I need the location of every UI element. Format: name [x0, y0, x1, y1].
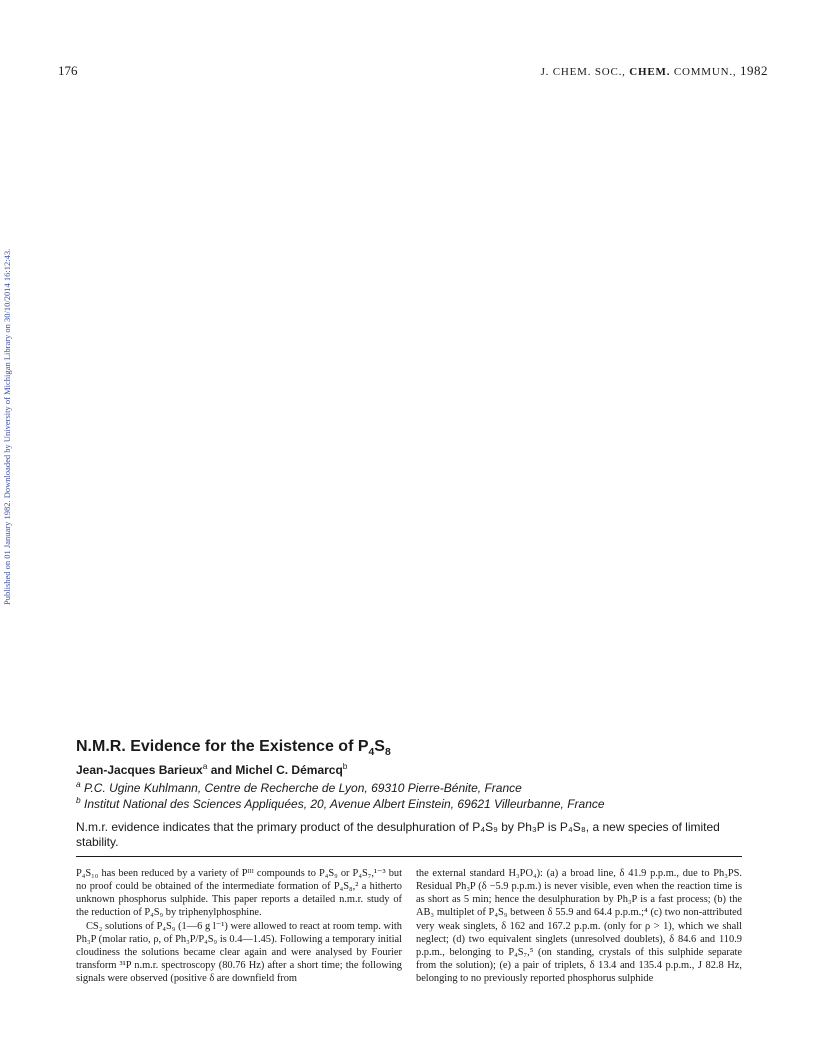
page-number: 176	[58, 63, 78, 78]
affiliation-a-text: P.C. Ugine Kuhlmann, Centre de Recherche de Lyon, 69310 Pierre-Bénite, France	[80, 781, 522, 795]
author-demarcq-affil-mark: b	[342, 761, 348, 771]
body-paragraph: P₄S₁₀ has been reduced by a variety of Pᴵᴵᴵ compounds to P₄S₉ or P₄S₇,¹⁻³ but no proof could be obtained of the intermediate formation of P₄S₈,² a hitherto unknown phosphorus sulphide. This paper reports a detailed n.m.r. study of the reduction of P₄S₉ by triphenylphosphine.	[76, 868, 402, 919]
author-separator: and	[207, 763, 236, 777]
journal-name-tail: COMMUN.,	[670, 66, 740, 78]
author-barieux: Jean-Jacques Barieux	[76, 763, 203, 777]
article-title	[76, 738, 391, 758]
author-demarcq: Michel C. Démarcq	[235, 763, 343, 777]
abstract-divider	[76, 856, 742, 857]
affiliation-b-text: Institut National des Sciences Appliquées, 20, Avenue Albert Einstein, 69621 Villeurbanne, France	[80, 797, 605, 811]
author-barieux-affil-mark: a	[202, 761, 208, 771]
body-column-right	[416, 867, 742, 985]
title-subscript-8: 8	[384, 747, 391, 759]
title-sulfur: S	[374, 738, 385, 755]
body-column-left	[76, 867, 402, 985]
title-text: N.M.R. Evidence for the Existence of P	[76, 738, 369, 755]
running-head	[541, 63, 768, 79]
journal-name: J. CHEM. SOC.,	[540, 66, 630, 78]
affiliation-a-mark: a	[76, 779, 81, 789]
affiliation-a	[76, 779, 522, 795]
affiliation-b	[76, 795, 605, 811]
abstract: N.m.r. evidence indicates that the primary product of the desulphuration of P₄S₉ by Ph₃P is P₄S₈, a new species of limited stability.	[76, 820, 720, 849]
body-paragraph: the external standard H₃PO₄): (a) a broad line, δ 41.9 p.p.m., due to Ph₃PS. Residual Ph₃P (δ −5.9 p.p.m.) is never visible, even when the reaction time is as short as 5 min; hence the desulphuration by Ph₃P is a fast process; (b) the AB₃ multiplet of P₄S₉ between δ 55.9 and 64.4 p.p.m.;⁴ (c) two non-attributed very weak singlets, δ 162 and 167.2 p.p.m. (only for ρ > 1), which we shall neglect; (d) two equivalent singlets (unresolved doublets), δ 84.6 and 110.9 p.p.m., belonging to P₄S₇,⁵ (on standing, crystals of this sulphide separate from the solution); (e) a pair of triplets, δ 13.4 and 135.4 p.p.m., J 82.8 Hz, belonging to no previously reported phosphorus sulphide	[416, 868, 742, 985]
body-paragraph: CS₂ solutions of P₄S₉ (1—6 g l⁻¹) were allowed to react at room temp. with Ph₃P (molar ratio, ρ, of Ph₃P/P₄S₉ is 0.4—1.45). Following a temporary initial cloudiness the solutions became clear again and were analysed by Fourier transform ³¹P n.m.r. spectroscopy (80.76 Hz) after a short time; the following signals were observed (positive δ are downfield from	[76, 920, 402, 985]
journal-year: 1982	[740, 63, 768, 78]
title-subscript-4: 4	[368, 747, 375, 759]
journal-name-bold: CHEM.	[629, 66, 671, 78]
affiliation-b-mark: b	[76, 795, 81, 805]
download-watermark[interactable]: Published on 01 January 1982. Downloaded by University of Michigan Library on 30/10/2014 16:12:43.	[2, 248, 12, 605]
author-list	[76, 761, 347, 777]
